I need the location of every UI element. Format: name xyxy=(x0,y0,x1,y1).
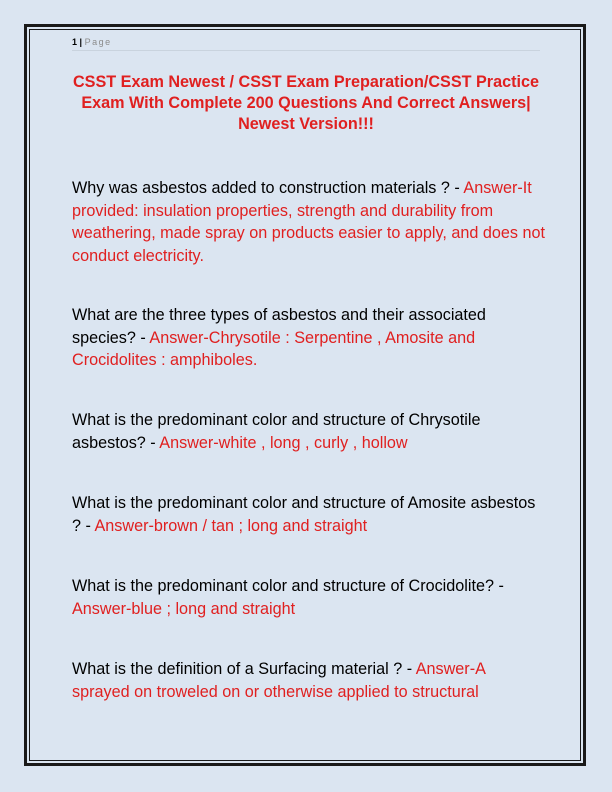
page-number: 1 xyxy=(72,37,78,47)
question-text: Why was asbestos added to construction materials ? - xyxy=(72,179,464,197)
question-text: What is the predominant color and structure of Crocidolite? - xyxy=(72,577,504,595)
answer-text: Answer-white , long , curly , hollow xyxy=(159,433,408,452)
question-text: What are the three types of asbestos and their associated species? - xyxy=(72,306,486,347)
page-header xyxy=(72,37,540,51)
page-label: Page xyxy=(84,37,112,47)
qa-item xyxy=(72,575,547,620)
answer-text: Answer-It provided: insulation properties, strength and durability from weathering, made spray on products easier to apply, and does not conduct electricity. xyxy=(72,179,546,265)
answer-text: Answer-brown / tan ; long and straight xyxy=(94,516,368,535)
document-title: CSST Exam Newest / CSST Exam Preparation/CSST Practice Exam With Complete 200 Questions And Correct Answers| Newest Version!!! xyxy=(72,73,539,133)
question-text: What is the definition of a Surfacing material ? - xyxy=(72,660,416,678)
question-text: What is the predominant color and structure of Chrysotile asbestos? - xyxy=(72,411,481,452)
qa-item xyxy=(72,409,547,454)
page-separator: | xyxy=(79,37,83,47)
qa-item xyxy=(72,177,547,267)
answer-text: Answer-A sprayed on troweled on or otherwise applied to structural xyxy=(72,660,485,701)
answer-text: Answer-blue ; long and straight xyxy=(72,599,296,618)
qa-item xyxy=(72,304,547,372)
question-text: What is the predominant color and structure of Amosite asbestos ? - xyxy=(72,494,536,535)
qa-item xyxy=(72,492,547,537)
qa-item xyxy=(72,658,547,703)
answer-text: Answer-Chrysotile : Serpentine , Amosite and Crocidolites : amphiboles. xyxy=(72,328,476,369)
page-border-inner xyxy=(29,29,581,761)
